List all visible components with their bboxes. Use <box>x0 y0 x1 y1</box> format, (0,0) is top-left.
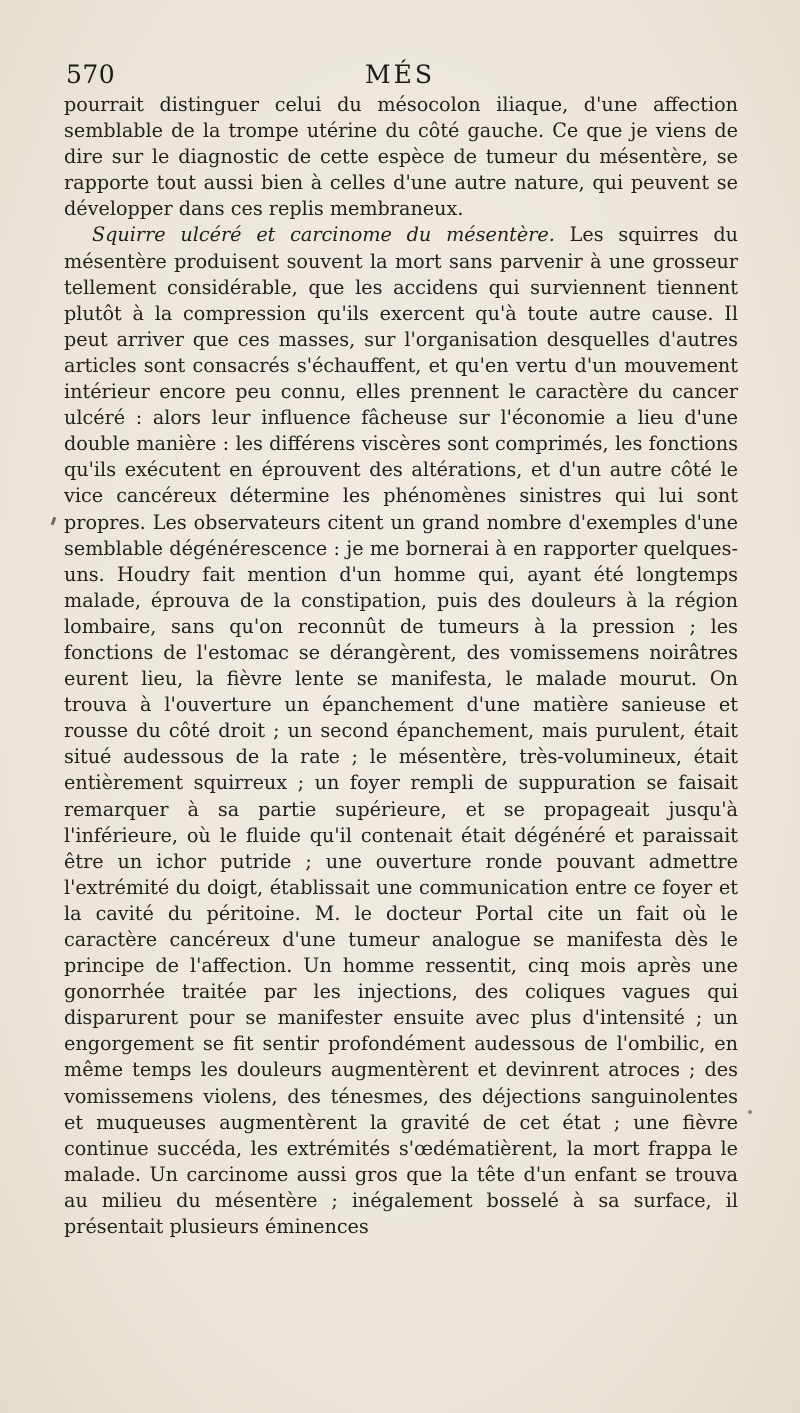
ink-speck <box>748 1110 752 1114</box>
paragraph-1 <box>64 92 738 222</box>
paragraph-2 <box>64 222 738 1240</box>
running-head: MÉS <box>365 60 435 89</box>
section-heading: Squirre ulcéré et carcinome du mésentère. <box>92 223 555 247</box>
paragraph-1-text: pourrait distinguer celui du mésocolon iliaque, d'une affection semblable de la trompe utérine du côté gauche. Ce que je viens de dire sur le diagnostic de cette espèce de tumeur du mésentère, se rapporte tout aussi bien à celles d'une autre nature, qui peuvent se développer dans ces replis membraneux. <box>64 93 738 221</box>
ink-speck <box>51 517 57 526</box>
page-number: 570 <box>66 60 116 89</box>
body-text <box>64 92 738 1240</box>
paragraph-2-text: Les squirres du mésentère produisent souvent la mort sans parvenir à une grosseur tellement considérable, que les accidens qui surviennent tiennent plutôt à la compression qu'ils exercent qu'à toute autre cause. Il peut arriver que ces masses, sur l'organisation desquelles d'autres articles sont consacrés s'échauffent, et qu'en vertu d'un mouvement intérieur encore peu connu, elles prennent le caractère du cancer ulcéré : alors leur influence fâcheuse sur l'économie a lieu d'une double manière : les différens viscères sont comprimés, les fonctions qu'ils exécutent en éprouvent des altérations, et d'un autre côté le vice cancéreux détermine les phénomènes sinistres qui lui sont propres. Les observateurs citent un grand nombre d'exemples d'une semblable dégénérescence : je me bornerai à en rapporter quelques-uns. Houdry fait mention d'un homme qui, ayant été longtemps malade, éprouva de la constipation, puis des douleurs à la région lombaire, sans qu'on reconnût de tumeurs à la pression ; les fonctions de l'estomac se dérangèrent, des vomissemens noirâtres eurent lieu, la fièvre lente se manifesta, le malade mourut. On trouva à l'ouverture un épanchement d'une matière sanieuse et rousse du côté droit ; un second épanchement, mais purulent, était situé audessous de la rate ; le mésentère, très-volumineux, était entièrement squirreux ; un foyer rempli de suppuration se faisait remarquer à sa partie supérieure, et se propageait jusqu'à l'inférieure, où le fluide qu'il contenait était dégénéré et paraissait être un ichor putride ; une ouverture ronde pouvant admettre l'extrémité du doigt, établissait une communication entre ce foyer et la cavité du péritoine. M. le docteur Portal cite un fait où le caractère cancéreux d'une tumeur analogue se manifesta dès le principe de l'affection. Un homme ressentit, cinq mois après une gonorrhée traitée par les injections, des coliques vagues qui disparurent pour se manifester ensuite avec plus d'intensité ; un engorgement se fit sentir profondément audessous de l'ombilic, en même temps les douleurs augmentèrent et devinrent atroces ; des vomissemens violens, des ténesmes, des déjections sanguinolentes et muqueuses augmentèrent la gravité de cet état ; une fièvre continue succéda, les extrémités s'œdématièrent, la mort frappa le malade. Un carcinome aussi gros que la tête d'un enfant se trouva au milieu du mésentère ; inégalement bosselé à sa surface, il présentait plusieurs éminences <box>64 223 738 1239</box>
page-header <box>62 58 738 94</box>
